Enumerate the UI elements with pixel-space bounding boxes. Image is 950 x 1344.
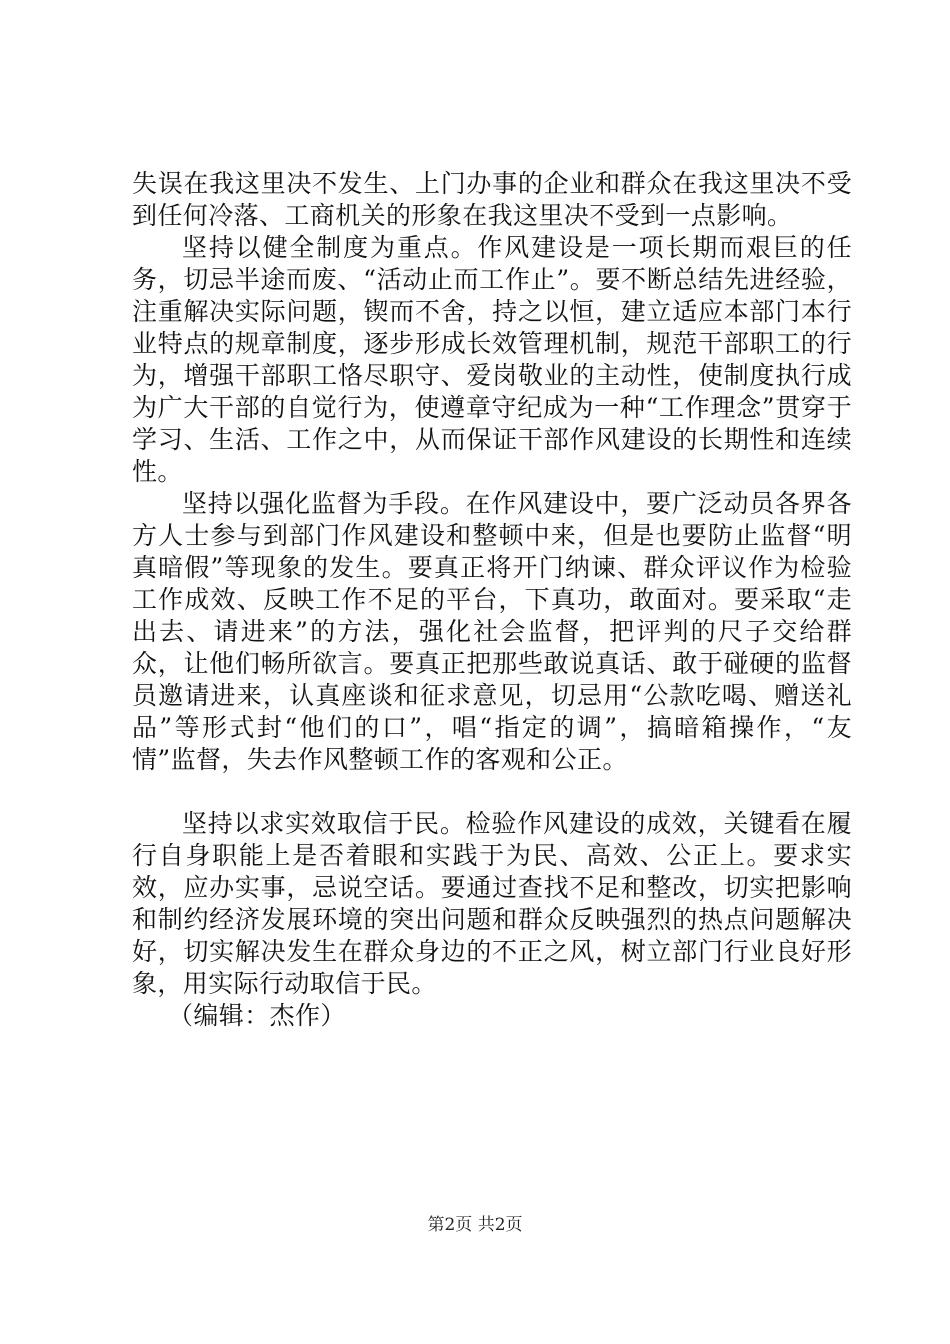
page-number-footer: 第2页 共2页 — [427, 1215, 523, 1235]
paragraph-practical-results: 坚持以求实效取信于民。检验作风建设的成效，关键看在履行自身职能上是否着眼和实践于为民、高效、公正上。要求实效，应办实事，忌说空话。要通过查找不足和整改，切实把影响和制约经济发展环境的突出问题和群众反映强烈的热点问题解决好，切实解决发生在群众身边的不正之风，树立部门行业良好形象，用实际行动取信于民。 — [132, 809, 852, 998]
paragraph-supervision: 坚持以强化监督为手段。在作风建设中，要广泛动员各界各方人士参与到部门作风建设和整顿中来，但是也要防止监督“明真暗假”等现象的发生。要真正将开门纳谏、群众评议作为检验工作成效、反映工作不足的平台，下真功，敢面对。要采取“走出去、请进来”的方法，强化社会监督，把评判的尺子交给群众，让他们畅所欲言。要真正把那些敢说真话、敢于碰硬的监督员邀请进来，认真座谈和征求意见，切忌用“公款吃喝、赠送礼品”等形式封“他们的口”，唱“指定的调”，搞暗箱操作，“友情”监督，失去作风整顿工作的客观和公正。 — [132, 489, 852, 774]
document-body — [132, 168, 852, 1032]
paragraph-system-building: 坚持以健全制度为重点。作风建设是一项长期而艰巨的任务，切忌半途而废、“活动止而工作止”。要不断总结先进经验，注重解决实际问题，锲而不舍，持之以恒，建立适应本部门本行业特点的规章制度，逐步形成长效管理机制，规范干部职工的行为，增强干部职工恪尽职守、爱岗敬业的主动性，使制度执行成为广大干部的自觉行为，使遵章守纪成为一种“工作理念”贯穿于学习、生活、工作之中，从而保证干部作风建设的长期性和连续性。 — [132, 233, 852, 486]
editor-note: （编辑：杰作） — [168, 1001, 346, 1030]
paragraph-continuation: 失误在我这里决不发生、上门办事的企业和群众在我这里决不受到任何冷落、工商机关的形象在我这里决不受到一点影响。 — [132, 169, 852, 230]
